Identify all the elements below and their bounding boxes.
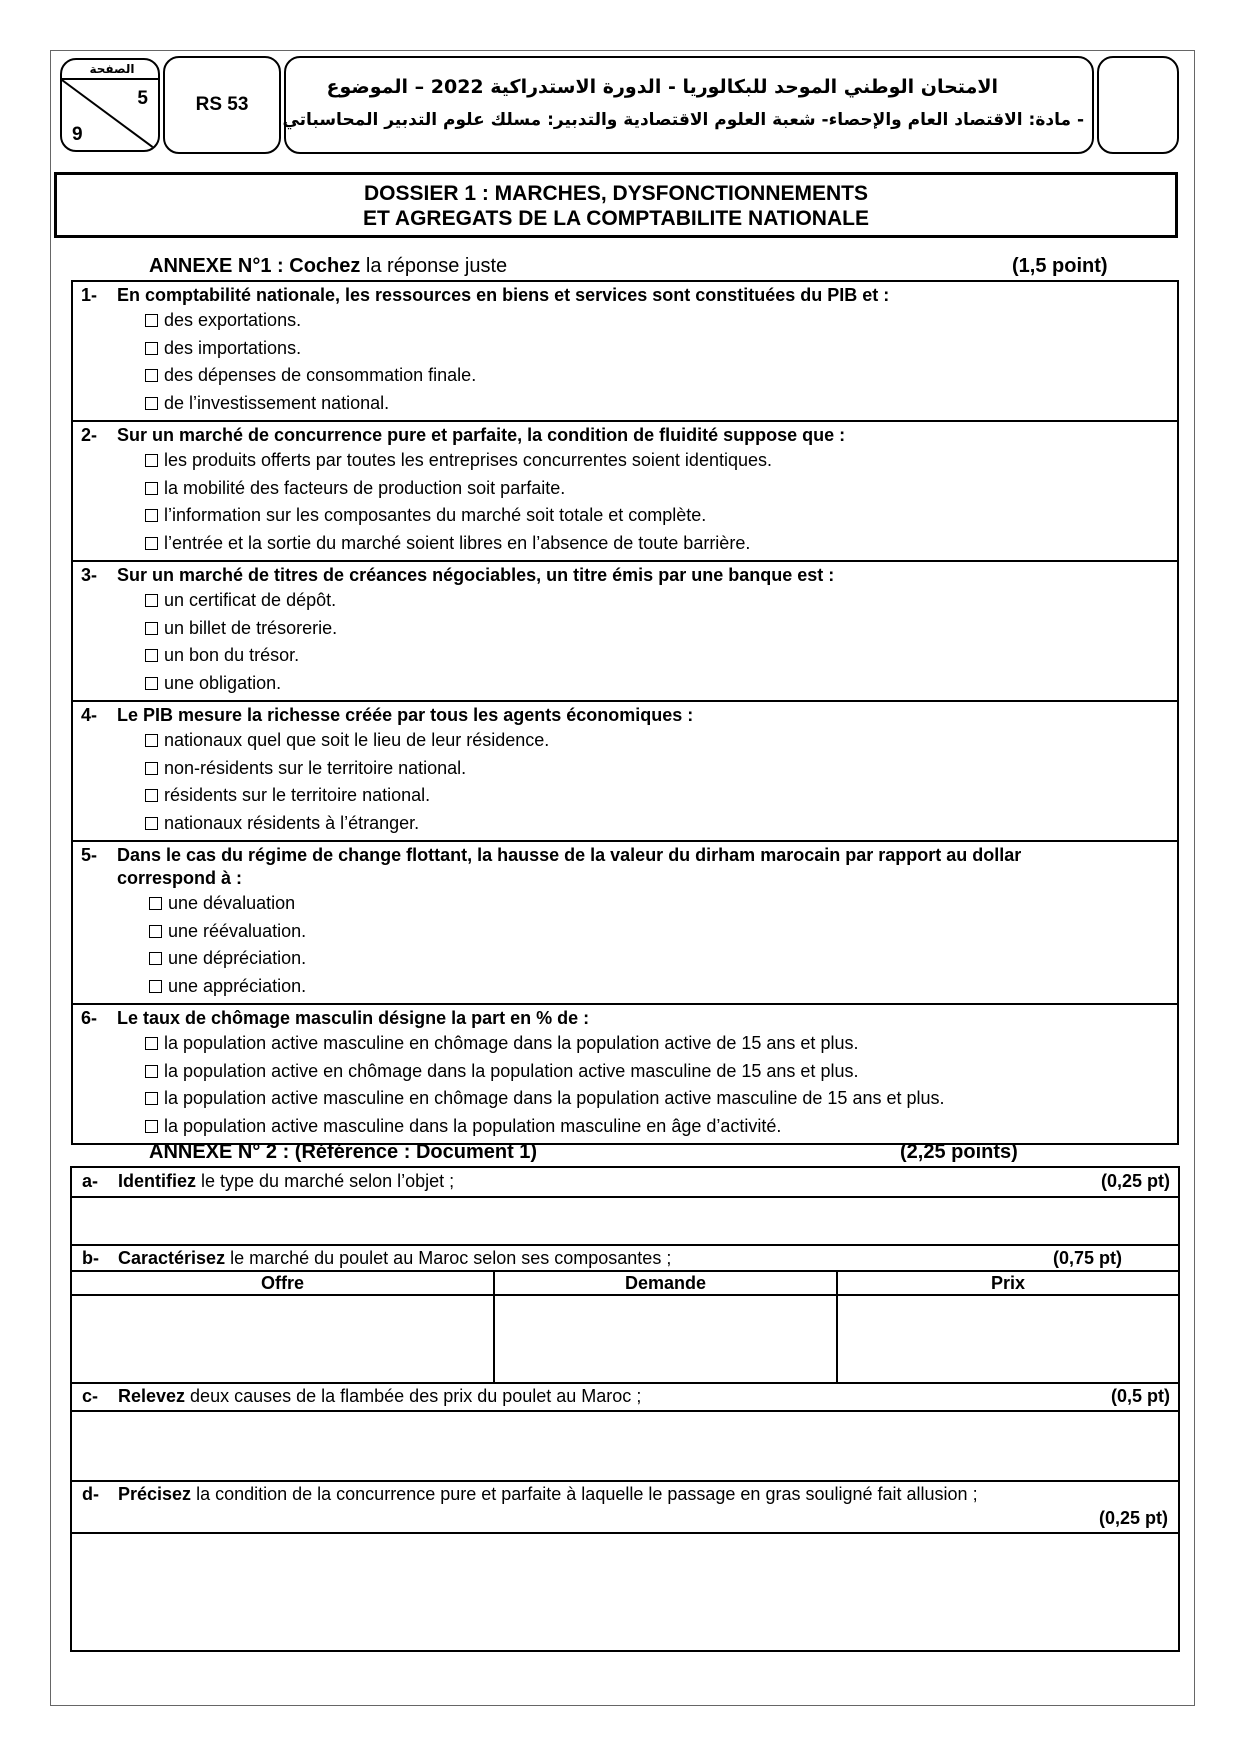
question-number: 1- — [81, 285, 98, 305]
checkbox[interactable] — [145, 817, 158, 830]
checkbox[interactable] — [145, 762, 158, 775]
logo-box — [1097, 56, 1179, 154]
question-points: (0,25 pt) — [1100, 1171, 1170, 1191]
checkbox[interactable] — [145, 537, 158, 550]
page-current: 5 — [137, 88, 148, 109]
question-row — [72, 561, 1178, 701]
question-text: Sur un marché de concurrence pure et parfaite, la condition de fluidité suppose que : — [117, 425, 846, 445]
annexe1-title — [149, 255, 507, 278]
checkbox[interactable] — [145, 649, 158, 662]
answer-area-a[interactable] — [72, 1198, 1178, 1244]
question-number: 3- — [81, 565, 98, 585]
checkbox[interactable] — [145, 789, 158, 802]
checkbox[interactable] — [145, 1092, 158, 1105]
answer-option[interactable]: l’information sur les composantes du marché soit totale et complète. — [81, 502, 1169, 530]
checkbox[interactable] — [145, 1065, 158, 1078]
answer-option[interactable]: l’entrée et la sortie du marché soient libres en l’absence de toute barrière. — [81, 530, 1169, 558]
checkbox[interactable] — [145, 397, 158, 410]
answer-option[interactable]: une obligation. — [81, 670, 1169, 698]
question-text: le type du marché selon l’objet ; — [196, 1171, 455, 1191]
subject-code: RS 53 — [195, 94, 249, 115]
question-points: (0,25 pt) — [1098, 1508, 1168, 1528]
dossier-title-line2: ET AGREGATS DE LA COMPTABILITE NATIONALE — [363, 207, 869, 230]
question-number: a- — [82, 1171, 99, 1191]
exam-subject: - مادة: الاقتصاد العام والإحصاء- شعبة العلوم الاقتصادية والتدبير: مسلك علوم التدبير المحاسباتي — [282, 110, 1084, 130]
checkbox[interactable] — [149, 952, 162, 965]
checkbox[interactable] — [145, 1037, 158, 1050]
answer-option[interactable]: la population active en chômage dans la population active masculine de 15 ans et plus. — [81, 1058, 1169, 1086]
question-a — [82, 1171, 1170, 1192]
answer-option[interactable]: la population active masculine dans la population masculine en âge d’activité. — [81, 1113, 1169, 1141]
checkbox[interactable] — [145, 677, 158, 690]
question-number: 6- — [81, 1008, 98, 1028]
page-total: 9 — [72, 124, 83, 145]
answer-option[interactable]: un bon du trésor. — [81, 642, 1169, 670]
answer-option[interactable]: une dévaluation — [81, 890, 1169, 918]
checkbox[interactable] — [149, 925, 162, 938]
annexe1-points: (1,5 point) — [1012, 255, 1108, 277]
answer-option[interactable]: une appréciation. — [81, 973, 1169, 1001]
question-text: Le PIB mesure la richesse créée par tous les agents économiques : — [117, 705, 694, 725]
question-row — [72, 701, 1178, 841]
question-text: Sur un marché de titres de créances négociables, un titre émis par une banque est : — [117, 565, 835, 585]
page-number-box — [60, 58, 160, 152]
subject-code-box — [163, 56, 281, 154]
question-number: 2- — [81, 425, 98, 445]
question-row — [72, 841, 1178, 1004]
qcm-table — [71, 280, 1179, 1145]
question-b — [82, 1248, 1122, 1269]
page-label: الصفحة — [89, 62, 135, 76]
page-label-divider — [62, 78, 160, 80]
annexe2-title: ANNEXE N° 2 : (Référence : Document 1) — [149, 1141, 538, 1163]
question-row — [72, 281, 1178, 421]
column-demande: Demande — [624, 1273, 707, 1293]
annexe2-table — [70, 1166, 1180, 1652]
column-prix: Prix — [990, 1273, 1026, 1293]
divider — [72, 1480, 1178, 1482]
answer-area-offre[interactable] — [72, 1296, 493, 1382]
answer-area-c[interactable] — [72, 1412, 1178, 1480]
checkbox[interactable] — [149, 897, 162, 910]
annexe1-title-rest: la réponse juste — [360, 255, 508, 277]
answer-option[interactable]: la population active masculine en chômage dans la population active masculine de 15 ans et plus. — [81, 1085, 1169, 1113]
question-number: 5- — [81, 845, 98, 865]
question-row — [72, 421, 1178, 561]
question-number: 4- — [81, 705, 98, 725]
question-text: la condition de la concurrence pure et parfaite à laquelle le passage en gras souligné fait allusion ; — [191, 1484, 978, 1504]
question-verb: Identifiez — [118, 1171, 197, 1191]
annexe1-title-bold: ANNEXE N°1 : Cochez — [149, 255, 361, 277]
answer-area-d[interactable] — [72, 1534, 1178, 1650]
answer-option[interactable]: un billet de trésorerie. — [81, 615, 1169, 643]
question-text: En comptabilité nationale, les ressources en biens et services sont constituées du PIB et : — [117, 285, 890, 305]
answer-option[interactable]: nationaux quel que soit le lieu de leur résidence. — [81, 727, 1169, 755]
question-verb: Caractérisez — [118, 1248, 226, 1268]
checkbox[interactable] — [145, 594, 158, 607]
checkbox[interactable] — [145, 1120, 158, 1133]
dossier-title-line1: DOSSIER 1 : MARCHES, DYSFONCTIONNEMENTS — [363, 182, 869, 205]
answer-option[interactable]: un certificat de dépôt. — [81, 587, 1169, 615]
answer-option[interactable]: une dépréciation. — [81, 945, 1169, 973]
annexe2-points: (2,25 points) — [900, 1141, 1018, 1163]
answer-option[interactable]: résidents sur le territoire national. — [81, 782, 1169, 810]
question-verb: Précisez — [118, 1484, 192, 1504]
exam-title-box — [284, 56, 1094, 154]
question-row — [72, 1004, 1178, 1144]
column-offre: Offre — [260, 1273, 304, 1293]
checkbox[interactable] — [145, 342, 158, 355]
question-d — [82, 1484, 1170, 1505]
divider — [72, 1382, 1178, 1384]
checkbox[interactable] — [145, 454, 158, 467]
question-points: (0,5 pt) — [1110, 1386, 1170, 1406]
checkbox[interactable] — [145, 734, 158, 747]
answer-area-prix[interactable] — [838, 1296, 1178, 1382]
answer-option[interactable]: nationaux résidents à l’étranger. — [81, 810, 1169, 838]
question-number: c- — [82, 1386, 99, 1406]
checkbox[interactable] — [145, 509, 158, 522]
answer-option[interactable]: la population active masculine en chômage dans la population active de 15 ans et plus. — [81, 1030, 1169, 1058]
dossier-title — [54, 172, 1178, 238]
answer-area-demande[interactable] — [495, 1296, 836, 1382]
answer-option[interactable]: des exportations. — [81, 307, 1169, 335]
checkbox[interactable] — [149, 980, 162, 993]
question-number: b- — [82, 1248, 99, 1268]
answer-option[interactable]: les produits offerts par toutes les entreprises concurrentes soient identiques. — [81, 447, 1169, 475]
question-text: Dans le cas du régime de change flottant, la hausse de la valeur du dirham marocain par rapport au dollar — [117, 845, 1022, 865]
question-points: (0,75 pt) — [1052, 1248, 1122, 1268]
question-text: deux causes de la flambée des prix du poulet au Maroc ; — [185, 1386, 642, 1406]
answer-option[interactable]: de l’investissement national. — [81, 390, 1169, 418]
answer-option[interactable]: la mobilité des facteurs de production soit parfaite. — [81, 475, 1169, 503]
divider — [72, 1244, 1178, 1246]
checkbox[interactable] — [145, 482, 158, 495]
question-text: le marché du poulet au Maroc selon ses composantes ; — [225, 1248, 672, 1268]
answer-option[interactable]: des dépenses de consommation finale. — [81, 362, 1169, 390]
checkbox[interactable] — [145, 314, 158, 327]
question-number: d- — [82, 1484, 99, 1504]
question-text-continued: correspond à : — [117, 868, 243, 888]
exam-title: الامتحان الوطني الموحد للبكالوريا - الدورة الاستدراكية 2022 – الموضوع — [326, 76, 998, 98]
answer-option[interactable]: des importations. — [81, 335, 1169, 363]
question-c — [82, 1386, 1170, 1407]
checkbox[interactable] — [145, 369, 158, 382]
answer-option[interactable]: une réévaluation. — [81, 918, 1169, 946]
answer-option[interactable]: non-résidents sur le territoire national. — [81, 755, 1169, 783]
question-verb: Relevez — [118, 1386, 186, 1406]
checkbox[interactable] — [145, 622, 158, 635]
question-text: Le taux de chômage masculin désigne la part en % de : — [117, 1008, 590, 1028]
